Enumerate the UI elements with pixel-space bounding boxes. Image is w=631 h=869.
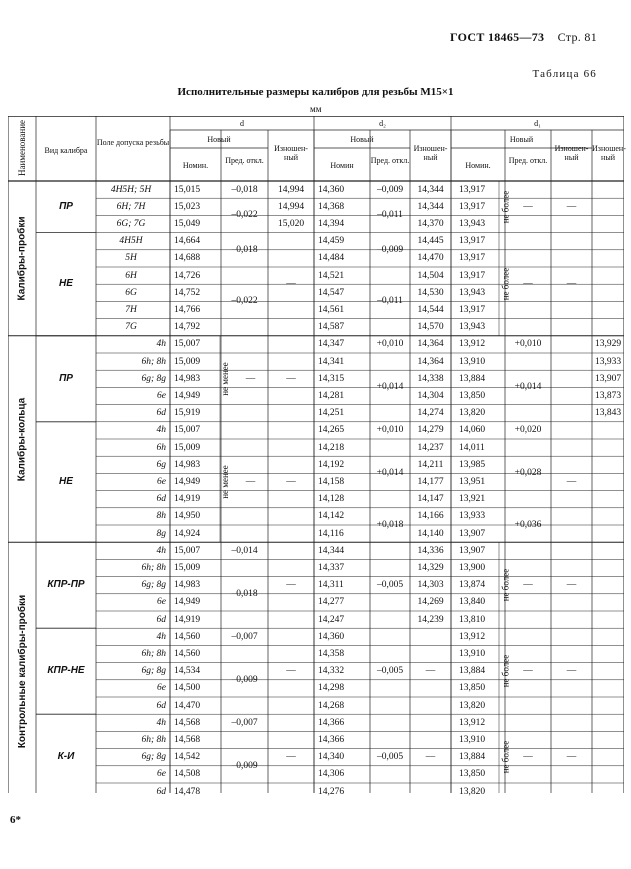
cell: 4H5H	[119, 236, 143, 247]
cell: 6d	[156, 786, 166, 797]
cell: 14,394	[318, 218, 345, 229]
cell: 14,344	[417, 184, 444, 195]
cell: 14,752	[174, 287, 201, 298]
cell: 15,049	[174, 218, 201, 229]
cell: 14,360	[318, 631, 345, 642]
column-header: Номин.	[182, 161, 209, 170]
cell: 6e	[157, 683, 166, 694]
cell: 14,560	[174, 648, 201, 659]
column-header: d₁	[534, 119, 541, 128]
merged-cell: –0,005	[376, 752, 404, 763]
merged-cell: —	[566, 477, 577, 487]
cell: 14,147	[417, 494, 444, 505]
page-number: 6*	[10, 814, 21, 826]
cell: 14,370	[417, 218, 444, 229]
cell: 13,850	[459, 769, 486, 780]
column-header: Новый	[509, 135, 534, 144]
merged-cell: +0,028	[514, 468, 542, 479]
merged-cell: +0,010	[376, 339, 404, 350]
cell: 14,211	[417, 459, 444, 470]
cell: 13,933	[594, 356, 622, 367]
cell: 13,910	[459, 734, 486, 745]
merged-cell: +0,014	[514, 382, 542, 393]
cell: 13,943	[459, 218, 486, 229]
cell: 14,792	[174, 322, 201, 333]
cell: 14,766	[174, 304, 201, 315]
cell: 14,329	[417, 562, 444, 573]
merged-cell: +0,010	[514, 339, 542, 350]
merged-cell: —	[566, 201, 577, 212]
cell: 15,009	[174, 562, 201, 573]
kind-label: НЕ	[59, 278, 73, 290]
cell: 14,116	[318, 528, 344, 539]
cell: 13,917	[459, 184, 486, 195]
merged-cell: —	[245, 373, 256, 384]
cell: 14,470	[174, 700, 201, 711]
note-not-less: не менее	[219, 362, 230, 396]
merged-cell: —	[286, 373, 296, 384]
kind-label: ПР	[59, 372, 73, 384]
cell: 15,007	[174, 545, 201, 556]
cell: 14,542	[174, 752, 201, 763]
cell: 14,919	[174, 614, 201, 625]
cell: 7H	[125, 304, 137, 315]
cell: 13,943	[459, 322, 486, 333]
merged-cell: –0,011	[377, 296, 403, 307]
cell: 14,570	[417, 322, 444, 333]
cell: 15,009	[174, 356, 201, 367]
cell: 14,994	[277, 184, 305, 195]
cell: 4H5H; 5H	[110, 184, 152, 195]
cell: 14,140	[417, 528, 444, 539]
cell: 14,239	[417, 614, 444, 625]
column-header: Новый	[350, 135, 374, 144]
note-not-less: не менее	[219, 465, 230, 499]
cell: 13,921	[459, 494, 486, 505]
merged-cell: —	[566, 752, 577, 763]
cell: 14,508	[174, 769, 201, 780]
unit-label: мм	[310, 104, 322, 114]
cell: 13,933	[459, 511, 486, 522]
cell: 6g; 8g	[141, 373, 166, 384]
cell: 13,910	[459, 648, 486, 659]
cell: 6h; 8h	[141, 734, 166, 745]
cell: 15,919	[174, 408, 201, 419]
column-header: d₂	[379, 119, 386, 128]
merged-cell: —	[523, 752, 533, 763]
merged-cell: —	[286, 752, 296, 763]
kind-label: КПР-НЕ	[47, 665, 85, 677]
column-header: Номин.	[465, 161, 491, 170]
cell: 14,251	[318, 408, 345, 419]
cell: 14,949	[174, 476, 201, 487]
cell: 14,269	[417, 597, 444, 608]
cell: 14,664	[174, 236, 201, 247]
kind-label: К-И	[57, 751, 75, 763]
note-not-more: не более	[499, 267, 510, 301]
cell: 14,534	[174, 666, 201, 677]
cell: 13,917	[459, 201, 486, 212]
merged-cell: –0,022	[231, 296, 258, 307]
merged-cell: –0,005	[376, 580, 404, 591]
merged-cell: —	[286, 279, 296, 290]
cell: 14,504	[417, 270, 444, 281]
merged-cell: –0,009	[376, 184, 404, 195]
cell: 14,341	[318, 356, 345, 367]
cell: 4h	[156, 339, 166, 350]
cell: 14,364	[417, 356, 444, 367]
cell: 6h; 8h	[141, 356, 166, 367]
cell: 14,688	[174, 253, 201, 264]
cell: 13,917	[459, 304, 486, 315]
cell: 4h	[156, 631, 166, 642]
cell: 14,304	[417, 390, 444, 401]
cell: 13,907	[459, 545, 486, 556]
cell: 13,884	[459, 373, 486, 384]
cell: 14,338	[417, 373, 444, 384]
cell: 13,917	[459, 236, 486, 247]
cell: 13,874	[459, 580, 486, 591]
cell: 14,994	[277, 201, 305, 212]
cell: 13,929	[594, 339, 622, 350]
cell: 14,919	[174, 494, 201, 505]
cell: 14,358	[318, 648, 345, 659]
column-header: Пред. откл.	[370, 156, 410, 165]
cell: 5H	[125, 253, 137, 264]
cell: 13,850	[459, 390, 486, 401]
cell: 14,500	[174, 683, 201, 694]
cell: 14,366	[318, 734, 345, 745]
merged-cell: —	[286, 580, 296, 591]
cell: 8h	[156, 511, 166, 522]
cell: 13,873	[594, 390, 622, 401]
merged-cell: +0,014	[376, 468, 404, 479]
cell: 14,337	[318, 562, 345, 573]
cell: 14,247	[318, 614, 345, 625]
merged-cell: —	[523, 580, 533, 591]
page-header	[450, 30, 597, 45]
merged-cell: –0,018	[231, 588, 258, 599]
cell: 13,951	[459, 476, 486, 487]
cell: 6d	[156, 408, 166, 419]
cell: 13,884	[459, 752, 486, 763]
cell: 14,366	[318, 717, 345, 728]
cell: 14,368	[318, 201, 345, 212]
cell: 13,907	[594, 373, 622, 384]
cell: 14,983	[174, 580, 201, 591]
table-title: Исполнительные размеры калибров для резьбы М15×1	[177, 86, 454, 98]
merged-cell: –0,022	[231, 210, 258, 221]
column-header: Изношен-ный	[413, 144, 448, 162]
merged-cell: —	[425, 666, 436, 677]
cell: 6G	[125, 287, 137, 298]
merged-cell: —	[566, 279, 577, 290]
cell: 13,910	[459, 356, 486, 367]
cell: 14,218	[318, 442, 345, 453]
cell: 14,983	[174, 373, 201, 384]
cell: 14,950	[174, 511, 201, 522]
cell: 14,315	[318, 373, 345, 384]
cell: 13,912	[459, 339, 486, 350]
cell: 14,011	[459, 442, 485, 453]
cell: 14,265	[318, 425, 345, 436]
cell: 14,128	[318, 494, 345, 505]
cell: 6G; 7G	[116, 218, 146, 229]
cell: 14,478	[174, 786, 201, 797]
cell: 8g	[156, 528, 166, 539]
merged-cell: —	[523, 279, 533, 290]
cell: 6h; 8h	[141, 562, 166, 573]
column-header: Изношен-ный	[274, 144, 308, 162]
cell: 13,843	[594, 408, 622, 419]
column-header: Новый	[207, 135, 231, 144]
cell: 6g; 8g	[141, 580, 166, 591]
column-header: Изношен-ный	[554, 144, 589, 162]
cell: 4h	[156, 717, 166, 728]
merged-cell: —	[245, 477, 256, 487]
cell: 14,142	[318, 511, 345, 522]
cell: 6d	[156, 700, 166, 711]
cell: 4h	[156, 545, 166, 556]
cell: 13,820	[459, 700, 486, 711]
column-header-name: Наименование	[17, 119, 28, 177]
merged-cell: –0,018	[231, 184, 258, 195]
cell: 14,158	[318, 476, 345, 487]
page-label: Стр. 81	[557, 30, 597, 44]
merged-cell: +0,010	[376, 425, 404, 436]
cell: 14,949	[174, 597, 201, 608]
cell: 14,274	[417, 408, 444, 419]
cell: 6e	[157, 597, 166, 608]
column-header: Пред. откл.	[225, 156, 264, 165]
cell: 6g; 8g	[141, 666, 166, 677]
merged-cell: –0,011	[377, 210, 403, 221]
cell: 15,009	[174, 442, 201, 453]
cell: 13,985	[459, 459, 486, 470]
merged-cell: —	[523, 201, 533, 212]
cell: 14,726	[174, 270, 201, 281]
cell: 13,917	[459, 270, 486, 281]
cell: 14,344	[318, 545, 345, 556]
cell: 14,332	[318, 666, 345, 677]
merged-cell: –0,005	[376, 666, 404, 677]
standard-number: ГОСТ 18465—73	[449, 30, 545, 44]
cell: 15,007	[174, 339, 201, 350]
cell: 15,007	[174, 425, 201, 436]
note-not-more: не более	[499, 190, 510, 224]
cell: 14,924	[174, 528, 201, 539]
merged-cell: +0,036	[514, 520, 542, 530]
cell: 14,530	[417, 287, 444, 298]
note-not-more: не более	[499, 654, 510, 688]
cell: 14,983	[174, 459, 201, 470]
cell: 13,810	[459, 614, 486, 625]
column-header: d	[240, 119, 244, 128]
cell: 6e	[157, 476, 166, 487]
cell: 15,023	[174, 201, 201, 212]
cell: 14,568	[174, 734, 201, 745]
cell: 13,850	[459, 683, 486, 694]
merged-cell: –0,007	[231, 631, 258, 642]
cell: 14,587	[318, 322, 345, 333]
merged-cell: +0,020	[514, 425, 542, 436]
cell: 13,840	[459, 597, 486, 608]
table-label: Таблица 66	[532, 68, 597, 80]
data-table	[8, 116, 626, 797]
cell: 14,484	[318, 253, 345, 264]
cell: 6g	[156, 459, 166, 470]
cell: 6h	[156, 442, 166, 453]
cell: 14,949	[174, 390, 201, 401]
merged-cell: –0,014	[231, 545, 258, 556]
cell: 14,561	[318, 304, 345, 315]
cell: 6e	[157, 390, 166, 401]
cell: 13,820	[459, 786, 486, 797]
cell: 13,943	[459, 287, 486, 298]
cell: 13,917	[459, 253, 486, 264]
cell: 14,192	[318, 459, 345, 470]
cell: 14,547	[318, 287, 345, 298]
cell: 14,306	[318, 769, 345, 780]
cell: 6d	[156, 614, 166, 625]
cell: 14,166	[417, 511, 444, 522]
cell: 14,445	[417, 236, 444, 247]
cell: 14,544	[417, 304, 444, 315]
cell: 13,820	[459, 408, 486, 419]
group-label: Контрольные калибры-пробки	[16, 594, 28, 748]
cell: 14,340	[318, 752, 345, 763]
cell: 14,276	[318, 786, 345, 797]
cell: 14,311	[318, 580, 344, 591]
cell: 14,298	[318, 683, 345, 694]
merged-cell: +0,018	[376, 520, 404, 530]
merged-cell: +0,014	[376, 382, 404, 393]
merged-cell: –0,007	[231, 717, 258, 728]
merged-cell: –0,009	[376, 244, 404, 255]
merged-cell: —	[425, 752, 436, 763]
cell: 14,268	[318, 700, 345, 711]
column-header: Пред. откл.	[508, 156, 548, 165]
cell: 14,060	[459, 425, 486, 436]
cell: 14,560	[174, 631, 201, 642]
cell: 14,281	[318, 390, 345, 401]
cell: 4h	[156, 425, 166, 436]
kind-label: НЕ	[59, 476, 73, 487]
kind-label: КПР-ПР	[47, 579, 85, 591]
cell: 14,279	[417, 425, 444, 436]
group-label: Калибры-пробки	[16, 216, 28, 301]
cell: 14,277	[318, 597, 345, 608]
cell: 14,237	[417, 442, 444, 453]
cell: 14,459	[318, 236, 345, 247]
column-header: Изношен-ный	[592, 144, 626, 162]
cell: 14,303	[417, 580, 444, 591]
merged-cell: –0,009	[231, 674, 258, 685]
cell: 14,177	[417, 476, 444, 487]
merged-cell: –0,018	[231, 244, 258, 255]
cell: 14,347	[318, 339, 345, 350]
cell: 6H	[125, 270, 137, 281]
merged-cell: —	[286, 666, 296, 677]
cell: 14,470	[417, 253, 444, 264]
cell: 14,568	[174, 717, 201, 728]
cell: 13,907	[459, 528, 486, 539]
cell: 6d	[156, 494, 166, 505]
merged-cell: –0,009	[231, 760, 258, 771]
note-not-more: не более	[499, 568, 510, 602]
cell: 13,912	[459, 717, 486, 728]
group-label: Калибры-кольца	[16, 397, 28, 481]
column-header: Поле допуска резьбы	[96, 138, 170, 147]
merged-cell: —	[286, 477, 296, 487]
cell: 6g; 8g	[141, 752, 166, 763]
merged-cell: —	[566, 580, 577, 591]
column-header: Номин	[330, 161, 354, 170]
cell: 13,912	[459, 631, 486, 642]
cell: 14,336	[417, 545, 444, 556]
cell: 6e	[157, 769, 166, 780]
cell: 13,884	[459, 666, 486, 677]
cell: 7G	[125, 322, 137, 333]
merged-cell: —	[523, 666, 533, 677]
merged-cell: —	[566, 666, 577, 677]
cell: 14,344	[417, 201, 444, 212]
cell: 15,015	[174, 184, 201, 195]
note-not-more: не более	[499, 740, 510, 774]
cell: 14,360	[318, 184, 345, 195]
cell: 6H; 7H	[116, 201, 146, 212]
cell: 14,364	[417, 339, 444, 350]
column-header: Вид калибра	[44, 146, 88, 155]
cell: 14,521	[318, 270, 345, 281]
kind-label: ПР	[59, 200, 73, 212]
cell: 13,900	[459, 562, 486, 573]
cell: 6h; 8h	[141, 648, 166, 659]
cell: 15,020	[277, 218, 305, 229]
